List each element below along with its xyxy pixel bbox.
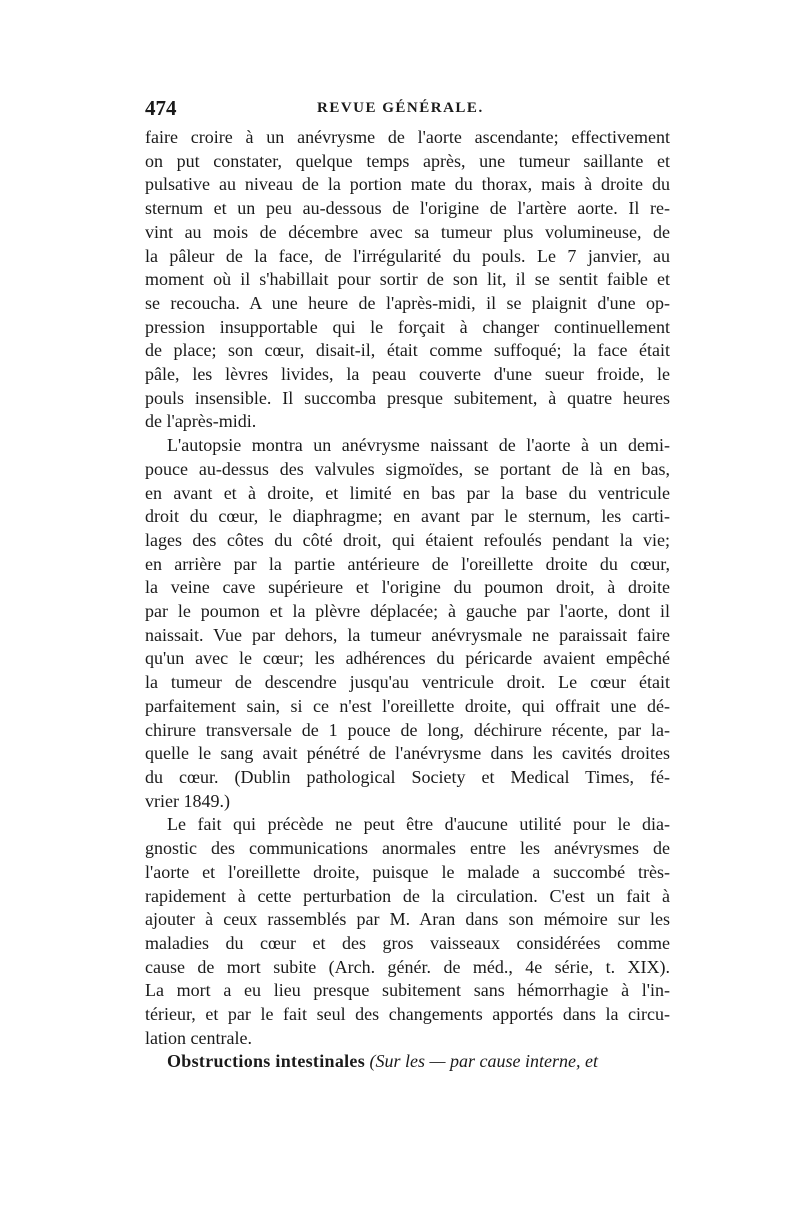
paragraph bbox=[145, 434, 670, 813]
text-line: en arrière par la partie antérieure de l'oreillette droite du cœur, bbox=[145, 553, 670, 574]
text-line: pouls insensible. Il succomba presque subitement, à quatre heures bbox=[145, 387, 670, 408]
text-line: droit du cœur, le diaphragme; en avant par le sternum, les carti- bbox=[145, 506, 670, 527]
text-line: lation centrale. bbox=[145, 1027, 252, 1048]
paragraph bbox=[145, 126, 670, 434]
text-line: maladies du cœur et des gros vaisseaux considérées comme bbox=[145, 932, 670, 953]
text-line: vint au mois de décembre avec sa tumeur plus volumineuse, de bbox=[145, 221, 670, 242]
paragraphs bbox=[145, 126, 670, 1050]
text-line: vrier 1849.) bbox=[145, 790, 230, 811]
text-line: se recoucha. A une heure de l'après-midi, il se plaignit d'une op- bbox=[145, 292, 670, 313]
text-line: on put constater, quelque temps après, une tumeur saillante et bbox=[145, 150, 670, 171]
section-heading-rest: (Sur les — par cause interne, et bbox=[369, 1051, 598, 1072]
text-line: quelle le sang avait pénétré de l'anévrysme dans les cavités droites bbox=[145, 743, 670, 764]
text-line: L'autopsie montra un anévrysme naissant de l'aorte à un demi- bbox=[167, 435, 670, 456]
text-line: La mort a eu lieu presque subitement sans hémorrhagie à l'in- bbox=[145, 980, 670, 1001]
text-line: faire croire à un anévrysme de l'aorte ascendante; effectivement bbox=[145, 127, 670, 147]
page bbox=[145, 96, 670, 1074]
text-line: de place; son cœur, disait-il, était comme suffoqué; la face était bbox=[145, 340, 670, 361]
text-line: l'aorte et l'oreillette droite, puisque le malade a succombé très- bbox=[145, 861, 670, 882]
text-line: pouce au-dessus des valvules sigmoïdes, se portant de là en bas, bbox=[145, 458, 670, 479]
text-line: qu'un avec le cœur; les adhérences du péricarde avaient empêché bbox=[145, 648, 670, 669]
page-number: 474 bbox=[145, 96, 177, 120]
text-line: naissait. Vue par dehors, la tumeur anévrysmale ne paraissait faire bbox=[145, 624, 670, 645]
running-title: REVUE GÉNÉRALE. bbox=[317, 100, 484, 116]
text-line: la tumeur de descendre jusqu'au ventricule droit. Le cœur était bbox=[145, 672, 670, 693]
text-line: la pâleur de la face, de l'irrégularité du pouls. Le 7 janvier, au bbox=[145, 245, 670, 266]
text-line: gnostic des communications anormales entre les anévrysmes de bbox=[145, 838, 670, 859]
text-line: térieur, et par le fait seul des changements apportés dans la circu- bbox=[145, 1004, 670, 1025]
paragraph bbox=[145, 813, 670, 1050]
text-line: ajouter à ceux rassemblés par M. Aran dans son mémoire sur les bbox=[145, 909, 670, 930]
text-line: par le poumon et la plèvre déplacée; à gauche par l'aorte, dont il bbox=[145, 601, 670, 622]
text-line: pulsative au niveau de la portion mate du thorax, mais à droite du bbox=[145, 174, 670, 195]
section-heading-line bbox=[145, 1050, 670, 1074]
text-line: du cœur. (Dublin pathological Society et Medical Times, fé- bbox=[145, 766, 670, 787]
text-line: pression insupportable qui le forçait à changer continuellement bbox=[145, 316, 670, 337]
page-header bbox=[145, 96, 670, 126]
text-line: lages des côtes du côté droit, qui étaient refoulés pendant la vie; bbox=[145, 529, 670, 550]
text-line: en avant et à droite, et limité en bas par la base du ventricule bbox=[145, 482, 670, 503]
text-line: la veine cave supérieure et l'origine du poumon droit, à droite bbox=[145, 577, 670, 598]
text-line: pâle, les lèvres livides, la peau couverte d'une sueur froide, le bbox=[145, 364, 670, 385]
text-line: moment où il s'habillait pour sortir de son lit, il se sentit faible et bbox=[145, 269, 670, 290]
text-line: sternum et un peu au-dessous de l'origine de l'artère aorte. Il re- bbox=[145, 198, 670, 219]
body-text bbox=[145, 126, 670, 1074]
text-line: cause de mort subite (Arch. génér. de méd., 4e série, t. XIX). bbox=[145, 956, 670, 977]
section-heading: Obstructions intestinales bbox=[167, 1051, 366, 1072]
text-line: chirure transversale de 1 pouce de long, déchirure récente, par la- bbox=[145, 719, 670, 740]
text-line: Le fait qui précède ne peut être d'aucune utilité pour le dia- bbox=[167, 814, 670, 835]
text-line: rapidement à cette perturbation de la circulation. C'est un fait à bbox=[145, 885, 670, 906]
text-line: parfaitement sain, si ce n'est l'oreillette droite, qui offrait une dé- bbox=[145, 695, 670, 716]
text-line: de l'après-midi. bbox=[145, 411, 257, 432]
